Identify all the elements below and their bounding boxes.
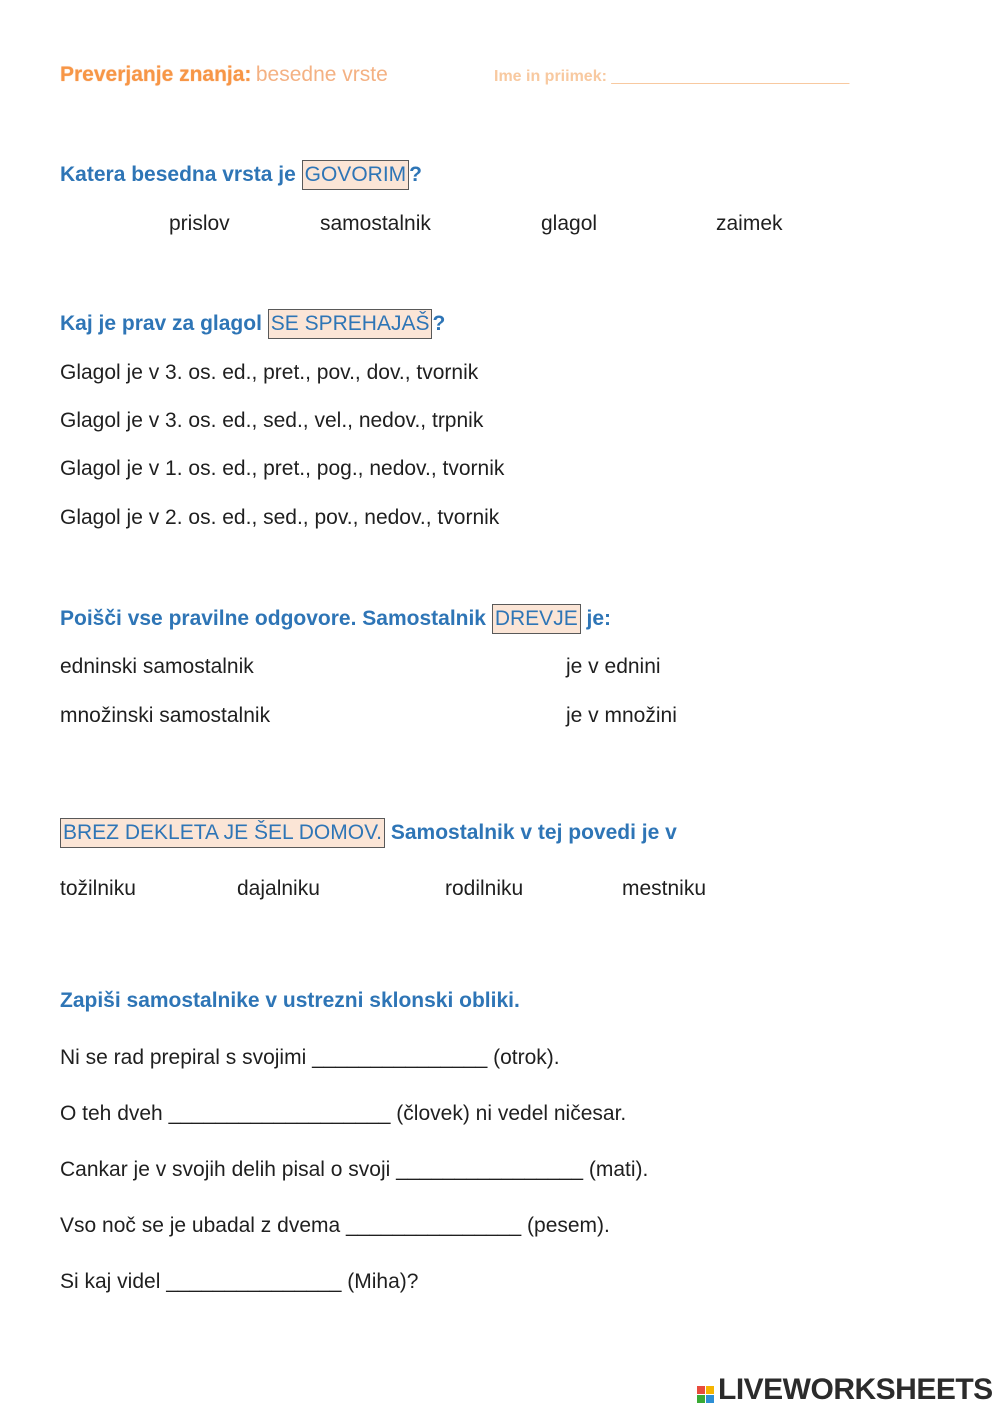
q1-option[interactable]: zaimek <box>716 212 783 235</box>
q2-option[interactable]: Glagol je v 2. os. ed., sed., pov., nedov., tvornik <box>60 506 500 529</box>
q2-option[interactable]: Glagol je v 1. os. ed., pret., pog., nedov., tvornik <box>60 457 505 480</box>
q3-option[interactable]: je v množini <box>566 704 677 727</box>
liveworksheets-logo <box>697 1373 993 1407</box>
question-3 <box>60 604 611 634</box>
worksheet-subtitle: besedne vrste <box>255 63 388 86</box>
fill-in-line[interactable]: Si kaj videl _______________ (Miha)? <box>60 1270 419 1293</box>
question-3-word: DREVJE <box>492 604 581 634</box>
q4-option[interactable]: dajalniku <box>237 877 320 900</box>
question-4-sentence: BREZ DEKLETA JE ŠEL DOMOV. <box>60 818 385 848</box>
question-1-word: GOVORIM <box>302 160 410 190</box>
question-3-suffix: je: <box>586 607 612 630</box>
logo-text: LIVEWORKSHEETS <box>718 1373 993 1406</box>
worksheet-title: Preverjanje znanja: <box>60 63 252 86</box>
q1-option[interactable]: prislov <box>169 212 230 235</box>
q1-option[interactable]: glagol <box>541 212 598 235</box>
name-input-line[interactable]: ______________________________ <box>611 68 849 85</box>
q2-option[interactable]: Glagol je v 3. os. ed., sed., vel., nedov., trpnik <box>60 409 484 432</box>
q3-option[interactable]: je v ednini <box>566 655 661 678</box>
q1-option[interactable]: samostalnik <box>320 212 431 235</box>
question-2-suffix: ? <box>432 312 446 335</box>
question-2-prefix: Kaj je prav za glagol <box>60 312 262 335</box>
question-4-text: Samostalnik v tej povedi je v <box>390 821 677 844</box>
q2-option[interactable]: Glagol je v 3. os. ed., pret., pov., dov., tvornik <box>60 361 479 384</box>
question-1 <box>60 160 422 190</box>
question-1-prefix: Katera besedna vrsta je <box>60 163 296 186</box>
fill-in-line[interactable]: Vso noč se je ubadal z dvema _______________ (pesem). <box>60 1214 610 1237</box>
question-4 <box>60 818 677 848</box>
q3-option[interactable]: edninski samostalnik <box>60 655 254 678</box>
name-field <box>494 68 848 86</box>
q4-option[interactable]: tožilniku <box>60 877 136 900</box>
question-3-prefix: Poišči vse pravilne odgovore. Samostalnik <box>60 607 486 630</box>
question-1-suffix: ? <box>409 163 422 186</box>
fill-in-line[interactable]: Ni se rad prepiral s svojimi _______________ (otrok). <box>60 1046 560 1069</box>
question-2-word: SE SPREHAJAŠ <box>268 309 433 339</box>
q3-option[interactable]: množinski samostalnik <box>60 704 271 727</box>
logo-cube-icon <box>697 1386 715 1404</box>
q4-option[interactable]: mestniku <box>622 877 707 900</box>
name-label: Ime in priimek: <box>494 68 607 85</box>
worksheet-header <box>60 63 388 87</box>
q4-option[interactable]: rodilniku <box>445 877 524 900</box>
question-5-title: Zapiši samostalnike v ustrezni sklonski obliki. <box>60 989 520 1012</box>
fill-in-line[interactable]: Cankar je v svojih delih pisal o svoji ________________ (mati). <box>60 1158 649 1181</box>
fill-in-line[interactable]: O teh dveh ___________________ (človek) ni vedel ničesar. <box>60 1102 627 1125</box>
question-2 <box>60 309 445 339</box>
